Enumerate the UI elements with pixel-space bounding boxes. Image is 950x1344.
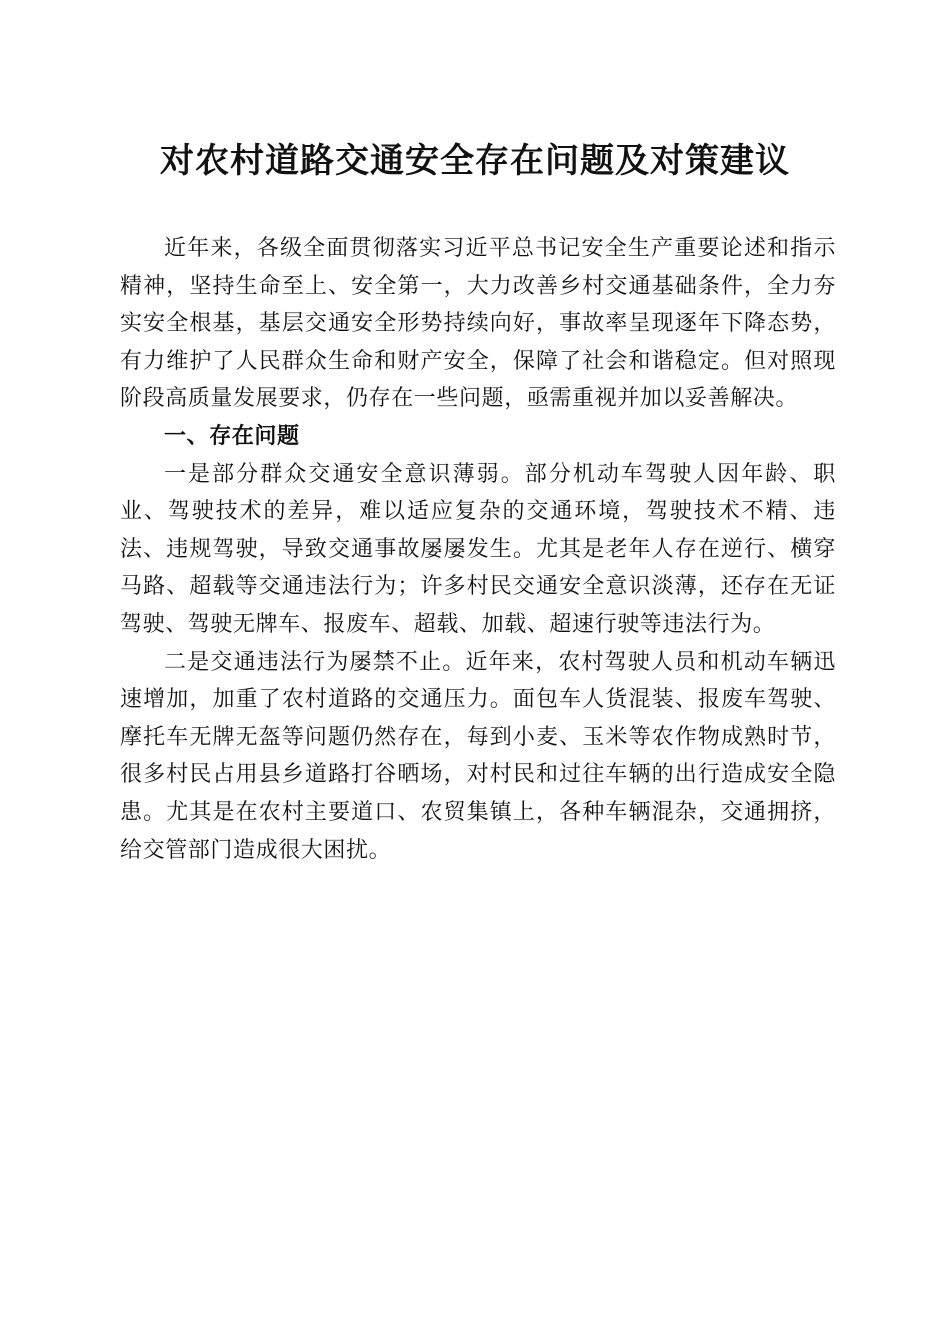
- problem-2-body: 近年来，农村驾驶人员和机动车辆迅速增加，加重了农村道路的交通压力。面包车人货混装、报废车驾驶、摩托车无牌无盔等问题仍然存在，每到小麦、玉米等农作物成熟时节，很多村民占用县乡道路打谷晒场，对村民和过往车辆的出行造成安全隐患。尤其是在农村主要道口、农贸集镇上，各种车辆混杂，交通拥挤，给交管部门造成很大困扰。: [120, 649, 836, 863]
- section-heading-existing-problems: 一、存在问题: [164, 423, 300, 449]
- document-title: 对农村道路交通安全存在问题及对策建议: [160, 141, 790, 181]
- problem-paragraph-1: [120, 456, 836, 644]
- problem-1-lead: 一是部分群众交通安全意识薄弱。: [164, 461, 525, 487]
- intro-paragraph: 近年来，各级全面贯彻落实习近平总书记安全生产重要论述和指示精神，坚持生命至上、安全第一，大力改善乡村交通基础条件，全力夯实安全根基，基层交通安全形势持续向好，事故率呈现逐年下降态势，有力维护了人民群众生命和财产安全，保障了社会和谐稳定。但对照现阶段高质量发展要求，仍存在一些问题，亟需重视并加以妥善解决。: [120, 236, 836, 412]
- problem-2-lead: 二是交通违法行为屡禁不止。: [164, 649, 466, 675]
- problem-1-body: 部分机动车驾驶人因年龄、职业、驾驶技术的差异，难以适应复杂的交通环境，驾驶技术不精、违法、违规驾驶，导致交通事故屡屡发生。尤其是老年人存在逆行、横穿马路、超载等交通违法行为；许多村民交通安全意识淡薄，还存在无证驾驶、驾驶无牌车、报废车、超载、加载、超速行驶等违法行为。: [120, 461, 836, 637]
- document-body: [120, 230, 836, 869]
- problem-paragraph-2: [120, 644, 836, 870]
